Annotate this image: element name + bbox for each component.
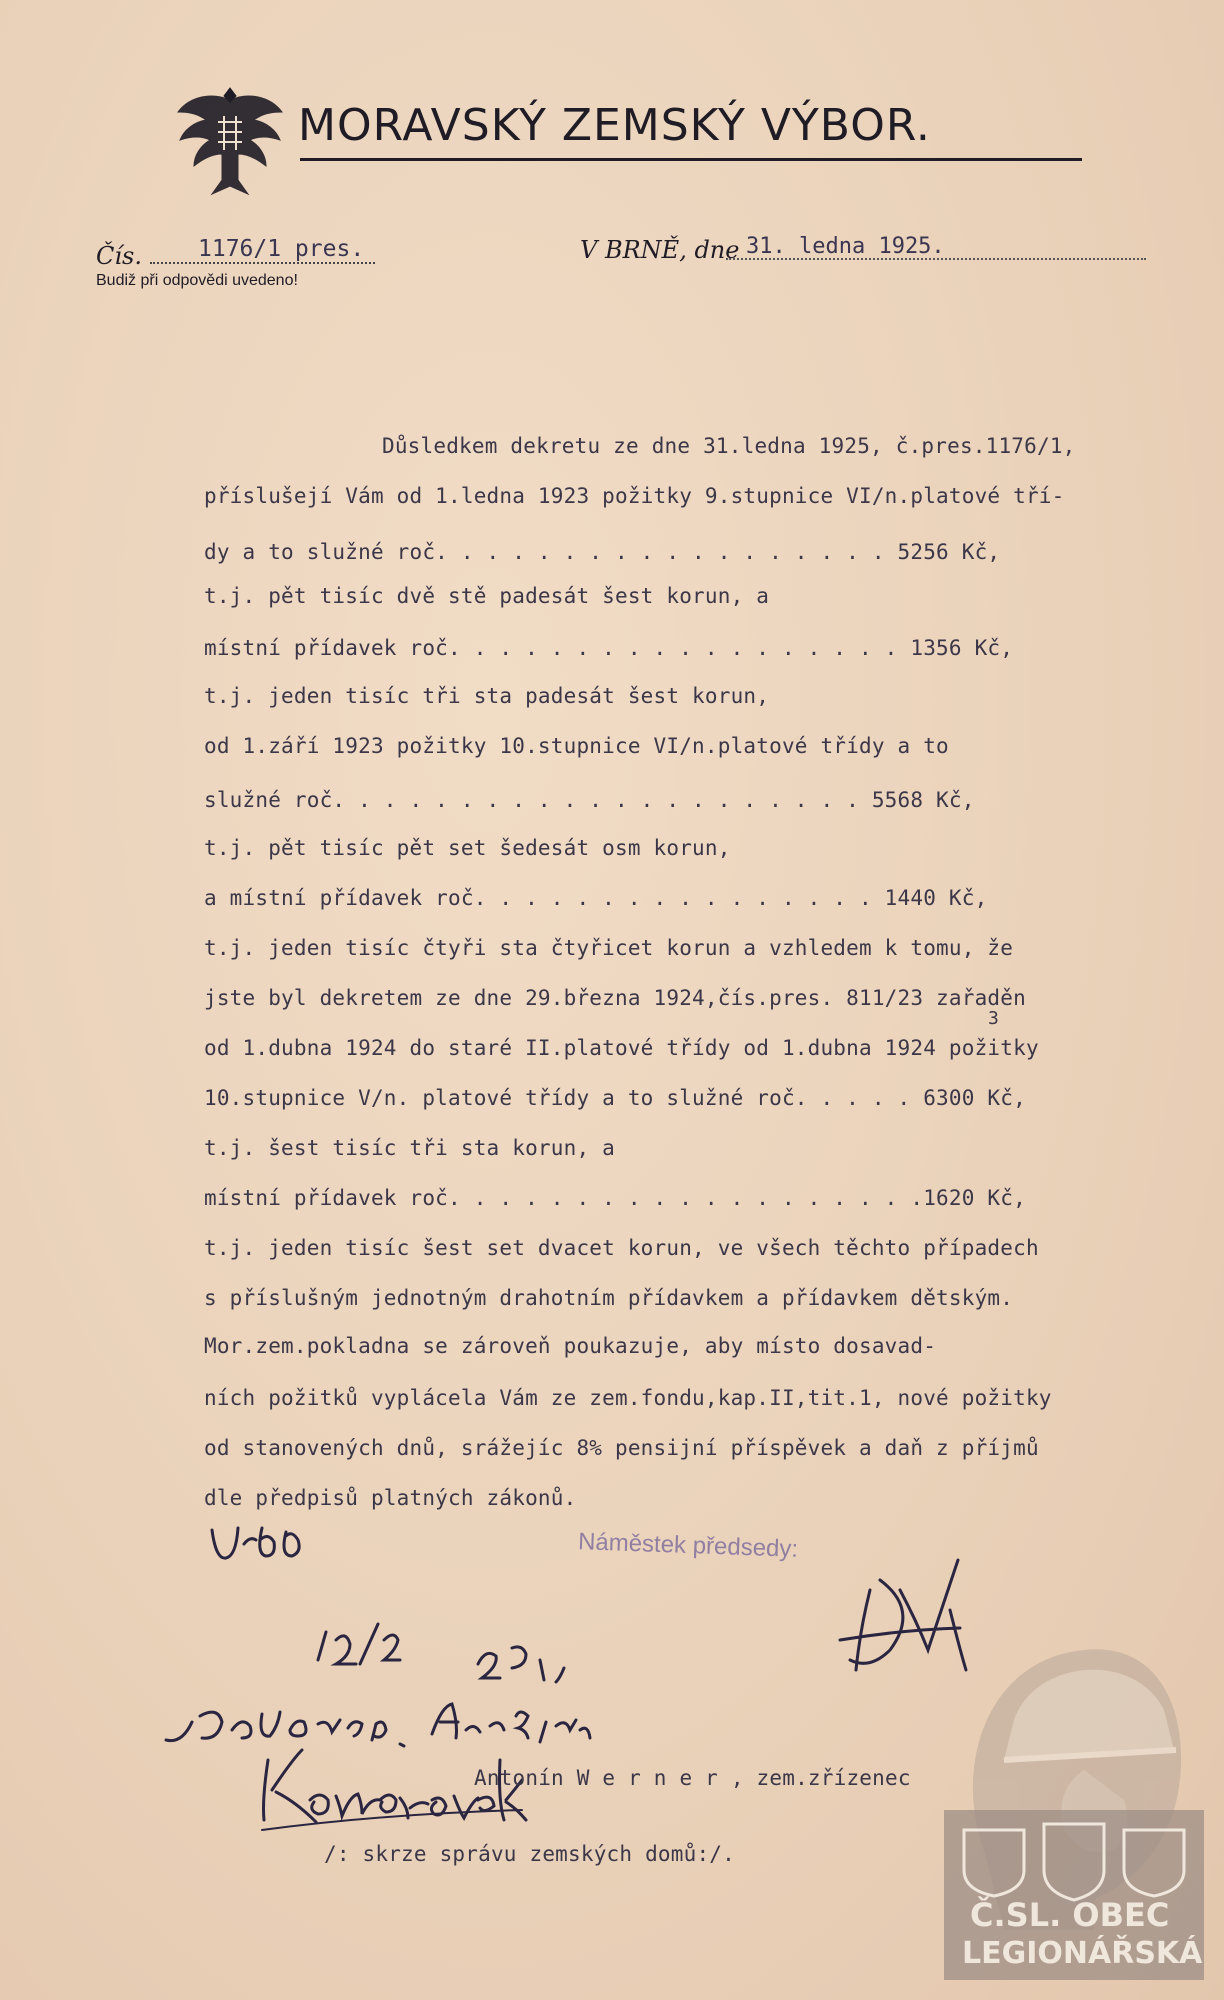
footnote-mark: 3 [988,1008,1000,1029]
body-line: t.j. šest tisíc tři sta korun, a [204,1136,615,1160]
body-line: Mor.zem.pokladna se zároveň poukazuje, aby místo dosavad- [204,1334,937,1358]
watermark-text-line2: LEGIONÁŘSKÁ [962,1936,1203,1971]
reference-note: Budiž při odpovědi uvedeno! [96,272,298,289]
recipient-line: Antonín W e r n e r , zem.zřízenec [474,1766,911,1790]
via-line: /: skrze správu zemských domů:/. [324,1842,735,1866]
title-underline [300,158,1082,161]
watermark-text-line1: Č.SL. OBEC [970,1896,1170,1934]
body-line: t.j. jeden tisíc tři sta padesát šest korun, [204,684,770,708]
body-line: a místní přídavek roč. . . . . . . . . . . . . . . . 1440 Kč, [204,886,988,910]
body-line: příslušejí Vám od 1.ledna 1923 požitky 9.stupnice VI/n.platové tří- [204,484,1065,508]
body-line: dle předpisů platných zákonů. [204,1486,577,1510]
body-line: od 1.září 1923 požitky 10.stupnice VI/n.platové třídy a to [204,734,949,758]
body-line: místní přídavek roč. . . . . . . . . . . . . . . . . . .1620 Kč, [204,1186,1026,1210]
body-line: t.j. jeden tisíc šest set dvacet korun, ve všech těchto případech [204,1236,1039,1260]
letter-date: 31. ledna 1925. [746,234,945,259]
body-line: místní přídavek roč. . . . . . . . . . . . . . . . . . 1356 Kč, [204,636,1014,660]
body-line: s příslušným jednotným drahotním přídavkem a přídavkem dětským. [204,1286,1014,1310]
deputy-chairman-stamp: Náměstek předsedy: [577,1528,799,1563]
reference-label: Čís. [96,242,142,270]
body-line: t.j. pět tisíc pět set šedesát osm korun, [204,836,731,860]
body-line: Důsledkem dekretu ze dne 31.ledna 1925, č.pres.1176/1, [382,434,1076,458]
reference-number: 1176/1 pres. [198,236,365,262]
body-line: 10.stupnice V/n. platové třídy a to služné roč. . . . . 6300 Kč, [204,1086,1026,1110]
body-line: ních požitků vyplácela Vám ze zem.fondu,kap.II,tit.1, nové požitky [204,1386,1052,1410]
organization-title: MORAVSKÝ ZEMSKÝ VÝBOR. [298,100,931,151]
moravian-eagle-crest-icon [172,82,288,200]
body-line: t.j. jeden tisíc čtyři sta čtyřicet korun a vzhledem k tomu, že [204,936,1014,960]
body-line: od stanovených dnů, srážejíc 8% pensijní příspěvek a daň z příjmů [204,1436,1039,1460]
body-line: jste byl dekretem ze dne 29.března 1924,čís.pres. 811/23 zařaděn [204,986,1026,1010]
body-line: t.j. pět tisíc dvě stě padesát šest korun, a [204,584,770,608]
body-line: dy a to služné roč. . . . . . . . . . . . . . . . . . 5256 Kč, [204,540,1001,564]
reference-dotted-line [150,262,375,264]
body-line: služné roč. . . . . . . . . . . . . . . . . . . . . 5568 Kč, [204,788,975,812]
date-dotted-line [726,258,1146,260]
place-label: V BRNĚ, dne [580,236,740,264]
body-line: od 1.dubna 1924 do staré II.platové třídy od 1.dubna 1924 požitky [204,1036,1039,1060]
